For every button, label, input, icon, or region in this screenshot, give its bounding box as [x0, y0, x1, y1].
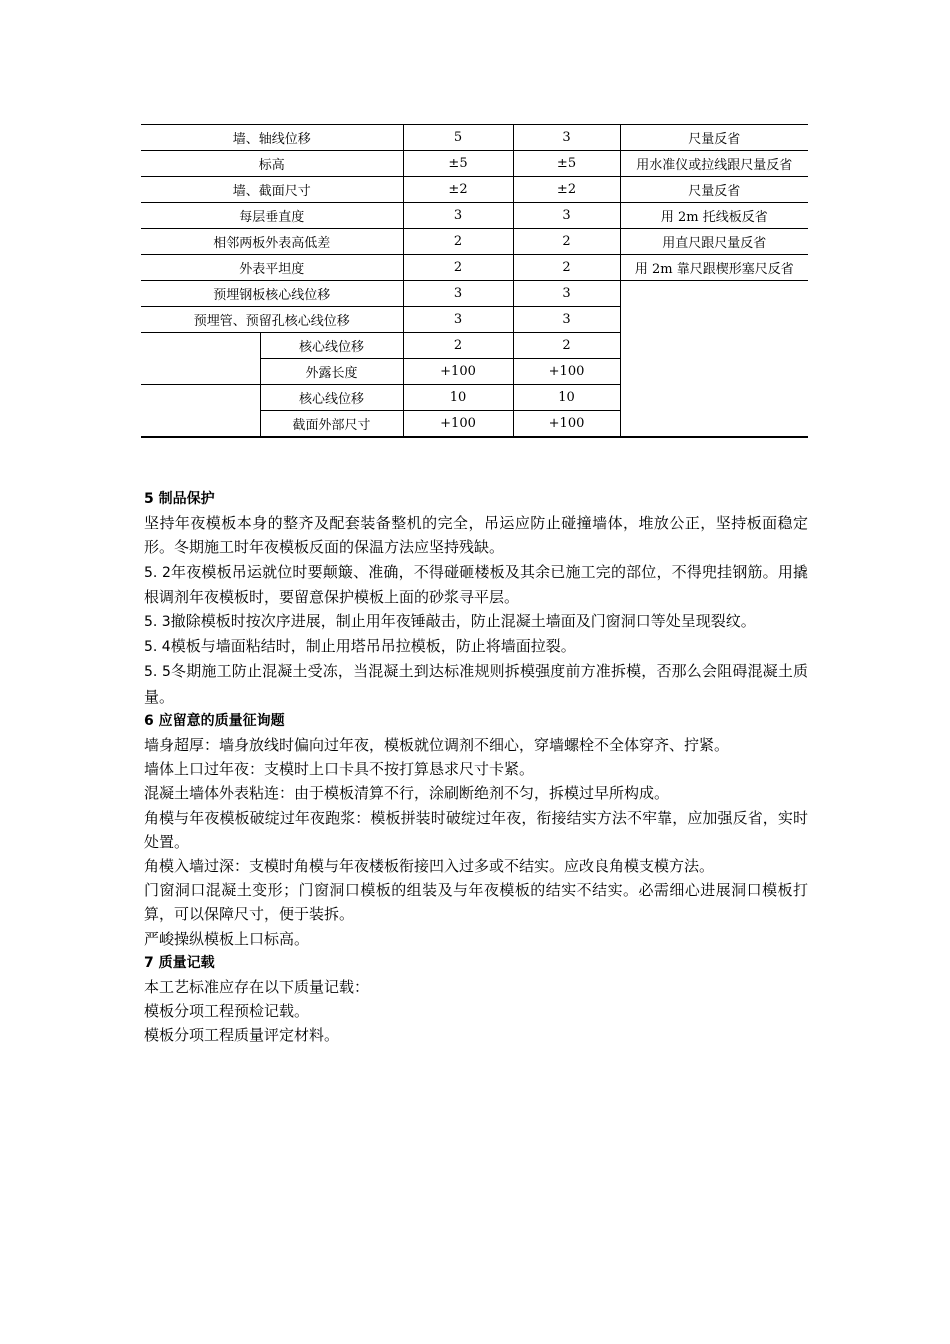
- table-row: [141, 203, 808, 229]
- table-cell-item: 墙、轴线位移: [141, 125, 403, 151]
- paragraph: 混凝土墙体外表粘连：由于模板清算不行，涂刷断绝剂不匀，拆模过早所构成。: [144, 784, 670, 803]
- table-cell-value-b: ±2: [513, 177, 620, 203]
- table-cell-value-b: 2: [513, 229, 620, 255]
- table-cell-value-b: 2: [513, 333, 620, 359]
- table-cell-value-a: ±5: [403, 151, 513, 177]
- table-cell-subitem: 外露长度: [260, 359, 403, 385]
- item-text: 撤除模板时按次序进展，制止用年夜锤敲击，防止混凝土墙面及门窗洞口等处呈现裂纹。: [170, 612, 756, 631]
- paragraph: 角模入墙过深：支模时角模与年夜楼板衔接凹入过多或不结实。应改良角模支模方法。: [144, 857, 715, 876]
- paragraph: 模板分项工程质量评定材料。: [144, 1026, 340, 1045]
- table-cell-value-a: ±2: [403, 177, 513, 203]
- item-number: 5. 4: [144, 639, 171, 656]
- table-cell-value-a: 3: [403, 307, 513, 333]
- section-heading: 5 制品保护: [144, 491, 215, 507]
- table-row: [141, 151, 808, 177]
- table-row: [141, 125, 808, 151]
- paragraph: [144, 609, 808, 634]
- table-cell-item: 预埋管、预留孔核心线位移: [141, 307, 403, 333]
- table-cell-value-a: +100: [403, 359, 513, 385]
- table-row: [141, 255, 808, 281]
- table-row: [141, 177, 808, 203]
- paragraph: 坚持年夜模板本身的整齐及配套装备整机的完全，吊运应防止碰撞墙体，堆放公正，坚持板面稳定形。冬期施工时年夜模板反面的保温方法应坚持残缺。: [144, 514, 808, 557]
- table-cell-item: 标高: [141, 151, 403, 177]
- table-cell-value-b: ±5: [513, 151, 620, 177]
- table-cell-method: 用 2m 靠尺跟楔形塞尺反省: [620, 255, 808, 281]
- table-cell-method-empty: [620, 281, 808, 438]
- paragraph: [144, 634, 808, 659]
- table-row: [141, 281, 808, 307]
- table-cell-value-b: 2: [513, 255, 620, 281]
- body-text: [144, 487, 808, 1048]
- item-text: 年夜模板吊运就位时要颠簸、准确，不得碰砸楼板及其余已施工完的部位，不得兜挂钢筋。用撬根调剂年夜模板时，要留意保护模板上面的砂浆寻平层。: [144, 562, 808, 606]
- item-text: 模板与墙面粘结时，制止用塔吊吊拉模板，防止将墙面拉裂。: [170, 637, 576, 656]
- paragraph: 墙身超厚：墙身放线时偏向过年夜，模板就位调剂不细心，穿墙螺栓不全体穿齐、拧紧。: [144, 736, 730, 755]
- table-cell-method: 用直尺跟尺量反省: [620, 229, 808, 255]
- table-cell-method: 尺量反省: [620, 125, 808, 151]
- table-cell-value-a: 10: [403, 385, 513, 411]
- table-cell-method: 尺量反省: [620, 177, 808, 203]
- table-cell-value-b: 10: [513, 385, 620, 411]
- table-cell-value-a: 2: [403, 229, 513, 255]
- table-cell-value-a: 3: [403, 203, 513, 229]
- table-cell-value-a: +100: [403, 411, 513, 438]
- section-heading: 7 质量记载: [144, 954, 215, 971]
- table-cell-subitem: 截面外部尺寸: [260, 411, 403, 438]
- table-cell-value-a: 5: [403, 125, 513, 151]
- item-number: 5. 2: [144, 564, 171, 581]
- table-cell-group-label: [141, 333, 260, 385]
- table-cell-value-a: 2: [403, 255, 513, 281]
- table-cell-item: 相邻两板外表高低差: [141, 229, 403, 255]
- table-cell-value-b: 3: [513, 281, 620, 307]
- tolerance-table: [141, 124, 808, 438]
- table-cell-value-b: +100: [513, 411, 620, 438]
- paragraph: [144, 560, 808, 609]
- table-cell-method: 用 2m 托线板反省: [620, 203, 808, 229]
- table-row: [141, 229, 808, 255]
- table-cell-value-b: 3: [513, 203, 620, 229]
- table-cell-item: 每层垂直度: [141, 203, 403, 229]
- item-number: 5. 3: [144, 614, 171, 631]
- paragraph: 本工艺标准应存在以下质量记载：: [144, 978, 370, 997]
- table-cell-group-label: [141, 385, 260, 438]
- table-cell-item: 墙、截面尺寸: [141, 177, 403, 203]
- paragraph: 严峻操纵模板上口标高。: [144, 929, 310, 948]
- table-cell-value-b: 3: [513, 125, 620, 151]
- item-number: 5. 5: [144, 664, 171, 681]
- table-cell-item: 外表平坦度: [141, 255, 403, 281]
- table-cell-value-a: 3: [403, 281, 513, 307]
- paragraph: 门窗洞口混凝土变形；门窗洞口模板的组装及与年夜模板的结实不结实。必需细心进展洞口模板打算，可以保障尺寸，便于装拆。: [144, 881, 808, 924]
- paragraph: [144, 659, 808, 708]
- table-cell-subitem: 核心线位移: [260, 385, 403, 411]
- section-heading: 6 应留意的质量征询题: [144, 712, 285, 729]
- table-cell-subitem: 核心线位移: [260, 333, 403, 359]
- paragraph: 模板分项工程预检记载。: [144, 1002, 310, 1021]
- table-cell-value-b: +100: [513, 359, 620, 385]
- item-text: 冬期施工防止混凝土受冻，当混凝土到达标准规则拆模强度前方准拆模，否那么会阻碍混凝土质量。: [144, 662, 808, 706]
- table-cell-item: 预埋钢板核心线位移: [141, 281, 403, 307]
- table-cell-value-b: 3: [513, 307, 620, 333]
- table-cell-method: 用水准仪或拉线跟尺量反省: [620, 151, 808, 177]
- table-cell-value-a: 2: [403, 333, 513, 359]
- paragraph: 角模与年夜模板破绽过年夜跑浆：模板拼装时破绽过年夜，衔接结实方法不牢靠，应加强反省，实时处置。: [144, 808, 808, 851]
- paragraph: 墙体上口过年夜：支模时上口卡具不按打算恳求尺寸卡紧。: [144, 760, 535, 779]
